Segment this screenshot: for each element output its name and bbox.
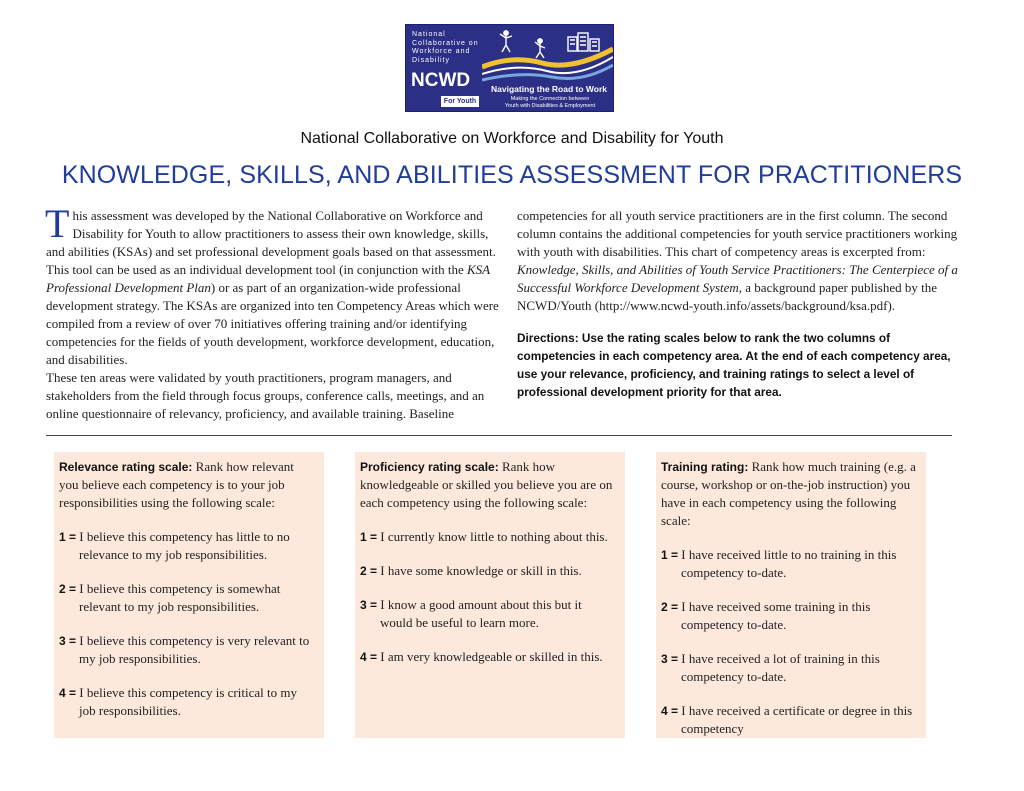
scale-number: 2 = bbox=[360, 564, 378, 578]
scale-item bbox=[360, 562, 615, 580]
logo-line: National bbox=[412, 31, 446, 38]
scale-item bbox=[661, 650, 916, 686]
scale-number: 3 = bbox=[360, 598, 378, 612]
scale-number: 1 = bbox=[360, 530, 378, 544]
scale-number: 4 = bbox=[59, 686, 77, 700]
card-intro bbox=[59, 458, 314, 512]
scale-item bbox=[661, 702, 916, 738]
scale-number: 1 = bbox=[59, 530, 77, 544]
scale-item bbox=[360, 528, 615, 546]
card-intro-text: Rank how much training (e.g. a course, workshop or on-the-job instruction) you have in each competency using the following scale: bbox=[661, 459, 916, 528]
logo-line: Collaborative on bbox=[412, 39, 479, 47]
scale-text: I currently know little to nothing about this. bbox=[377, 529, 608, 544]
logo-subline-text: Making the Connection between bbox=[510, 96, 590, 102]
card-heading: Proficiency rating scale: bbox=[360, 460, 499, 474]
scale-item bbox=[59, 580, 314, 616]
intro-text-a: his assessment was developed by the National Collaborative on Workforce and Disability for Youth to allow practitioners to assess their own knowledge, skills, and abilities (KSAs) and set professional development goals based on that assessment. This tool can be used as an individual development tool (in conjunction with the bbox=[46, 208, 496, 277]
scale-item bbox=[360, 648, 615, 666]
drop-cap: T bbox=[45, 201, 70, 246]
scale-item bbox=[360, 596, 615, 632]
scale-text: I know a good amount about this but it would be useful to learn more. bbox=[377, 597, 582, 630]
right-text-b: a background paper published by the NCWD/Youth (http://www.ncwd-youth.info/assets/background/ksa.pdf). bbox=[517, 280, 937, 313]
intro-text-b: ) or as part of an organization-wide professional development strategy. The KSAs are organized into ten Competency Areas which were compiled from a review of over 70 initiatives offering training and/or identifying competencies for the fields of youth development, workforce development, education, and disabilities. bbox=[46, 280, 499, 367]
logo-subline-text: Youth with Disabilities & Employment bbox=[504, 102, 596, 109]
intro-continued bbox=[517, 207, 965, 401]
logo-org-lines bbox=[412, 31, 482, 65]
scale-item bbox=[59, 684, 314, 720]
card-intro-text: Rank how knowledgeable or skilled you believe you are on each competency using the following scale: bbox=[360, 459, 613, 510]
page-title: KNOWLEDGE, SKILLS, AND ABILITIES ASSESSMENT FOR PRACTITIONERS bbox=[61, 161, 963, 189]
intro-text bbox=[45, 201, 502, 423]
scale-number: 4 = bbox=[360, 650, 378, 664]
divider bbox=[46, 435, 952, 436]
logo-subline bbox=[486, 96, 614, 109]
intro-paragraph-2: These ten areas were validated by youth practitioners, program managers, and stakeholders from the field through focus groups, conference calls, meetings, and an online questionnaire of relevancy, proficiency, and available training. Baseline bbox=[46, 370, 485, 421]
road-illustration-icon bbox=[482, 27, 613, 85]
ncwd-logo bbox=[405, 24, 614, 112]
scale-number: 2 = bbox=[59, 582, 77, 596]
card-heading: Relevance rating scale: bbox=[59, 460, 193, 474]
directions bbox=[517, 329, 965, 401]
scale-text: I have received a certificate or degree in this competency bbox=[678, 703, 913, 736]
scale-number: 2 = bbox=[661, 600, 679, 614]
intro-plan-title: KSA Professional Development Plan bbox=[46, 262, 490, 295]
card-heading: Training rating: bbox=[661, 460, 749, 474]
scale-text: I have received little to no training in this competency to-date. bbox=[678, 547, 897, 580]
card-intro bbox=[661, 458, 916, 530]
scale-text: I believe this competency is very relevant to my job responsibilities. bbox=[76, 633, 310, 666]
logo-tagline: Navigating the Road to Work bbox=[490, 84, 608, 94]
scale-number: 3 = bbox=[661, 652, 679, 666]
scale-text: I believe this competency has little to no relevance to my job responsibilities. bbox=[76, 529, 290, 562]
org-name: National Collaborative on Workforce and Disability for Youth bbox=[300, 130, 724, 147]
card-intro bbox=[360, 458, 615, 512]
scale-item bbox=[661, 546, 916, 582]
scale-text: I have some knowledge or skill in this. bbox=[377, 563, 582, 578]
intro-paragraph-1 bbox=[45, 201, 502, 369]
scale-text: I am very knowledgeable or skilled in this. bbox=[377, 649, 603, 664]
directions-label: Directions: bbox=[517, 331, 579, 345]
scale-number: 3 = bbox=[59, 634, 77, 648]
directions-text: Use the rating scales below to rank the two columns of competencies in each competency area. At the end of each competency area, use your relevance, proficiency, and training ratings to select a level of professional development priority for that area. bbox=[517, 331, 951, 399]
training-scale-card bbox=[656, 452, 926, 738]
scale-text: I believe this competency is critical to my job responsibilities. bbox=[76, 685, 297, 718]
scale-number: 1 = bbox=[661, 548, 679, 562]
paper-title: Knowledge, Skills, and Abilities of Youth Service Practitioners: The Centerpiece of a Successful Workforce Development System, bbox=[517, 262, 958, 295]
logo-badge: For Youth bbox=[441, 96, 479, 107]
scale-item bbox=[59, 632, 314, 668]
proficiency-scale-card bbox=[355, 452, 625, 738]
logo-line: Workforce and bbox=[412, 48, 471, 55]
right-text-a: competencies for all youth service practitioners are in the first column. The second column contains the additional competencies for youth service practitioners working with youth with disabilities. This chart of competency areas is excerpted from: bbox=[517, 208, 958, 259]
scale-text: I have received some training in this competency to-date. bbox=[678, 599, 871, 632]
scale-text: I believe this competency is somewhat relevant to my job responsibilities. bbox=[76, 581, 281, 614]
scale-number: 4 = bbox=[661, 704, 679, 718]
relevance-scale-card bbox=[54, 452, 324, 738]
intro-continued-paragraph bbox=[517, 207, 965, 315]
card-intro-text: Rank how relevant you believe each competency is to your job responsibilities using the following scale: bbox=[59, 459, 294, 510]
scale-item bbox=[661, 598, 916, 634]
logo-line: Disability bbox=[412, 56, 451, 64]
scale-text: I have received a lot of training in this competency to-date. bbox=[678, 651, 880, 684]
logo-acronym: NCWD bbox=[411, 70, 471, 91]
scale-item bbox=[59, 528, 314, 564]
